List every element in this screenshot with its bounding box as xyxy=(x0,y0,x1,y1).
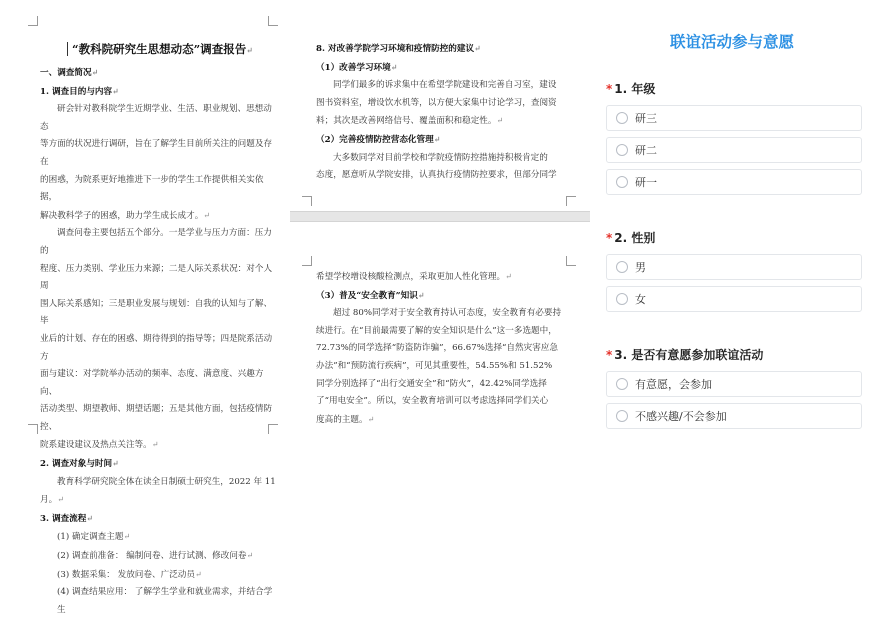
list-item: (2) 调查前准备： 编制问卷、进行试测、修改问卷↵ xyxy=(57,551,254,562)
radio-circle-icon[interactable] xyxy=(616,144,628,156)
paragraph-line: 同学们最多的诉求集中在希望学院建设和完善自习室，建设 xyxy=(333,80,557,91)
paragraph-line: 业后的计划、存在的困惑、期待得到的指导等；四是院系活动方 xyxy=(40,333,273,362)
paragraph-line: 超过 80%同学对于安全教育持认可态度，安全教育有必要持 xyxy=(333,308,562,319)
paragraph-line: 续进行。在“目前最需要了解的安全知识是什么”这一多选题中， xyxy=(316,325,557,336)
paragraph-line: 解决教科学子的困惑，助力学生成长成才。↵ xyxy=(40,210,210,221)
subsection-heading: 2. 调查对象与时间↵ xyxy=(40,458,119,470)
option-label: 有意愿，会参加 xyxy=(635,378,712,391)
radio-circle-icon[interactable] xyxy=(616,176,628,188)
paragraph-line: 态度，愿意听从学院安排，认真执行疫情防控要求，但部分同学 xyxy=(316,170,557,181)
paragraph-line: 调查问卷主要包括五个部分。一是学业与压力方面：压力的 xyxy=(40,228,272,256)
section-heading: 一、调查简况↵ xyxy=(40,67,99,78)
paragraph-line: 度高的主题。↵ xyxy=(316,414,375,425)
crop-mark xyxy=(302,256,312,266)
question-willingness xyxy=(606,346,763,363)
list-item: (3) 数据采集： 发放问卷、广泛动员↵ xyxy=(57,569,202,580)
paragraph-line: 希望学校增设核酸检测点，采取更加人性化管理。↵ xyxy=(316,272,512,282)
crop-mark xyxy=(28,16,38,26)
report-title: “教科院研究生思想动态”调查报告↵ xyxy=(40,38,280,61)
radio-circle-icon[interactable] xyxy=(616,112,628,124)
required-mark: * xyxy=(606,82,613,96)
option-grade-3[interactable] xyxy=(606,105,862,131)
section-heading: 8. 对改善学院学习环境和疫情防控的建议↵ xyxy=(316,43,481,54)
crop-mark xyxy=(566,196,576,206)
required-mark: * xyxy=(606,231,613,245)
option-female[interactable] xyxy=(606,286,862,312)
question-label: 3. 是否有意愿参加联谊活动 xyxy=(614,348,764,362)
paragraph-line: 同学分别选择了“出行交通安全”和“防火”，42.42%同学选择 xyxy=(316,378,547,389)
list-item: (4) 调查结果应用： 了解学生学业和就业需求，并结合学生 xyxy=(57,587,273,615)
paragraph-line: 72.73%的同学选择“防盗防诈骗”，66.67%选择“自然灾害应急 xyxy=(316,343,558,354)
paragraph-line: 办法”和“预防流行疾病”，可见其重要性，54.55%和 51.52% xyxy=(316,360,553,371)
radio-circle-icon[interactable] xyxy=(616,410,628,422)
survey-form xyxy=(592,0,872,441)
subsection-heading: 1. 调查目的与内容↵ xyxy=(40,85,119,97)
option-grade-1[interactable] xyxy=(606,169,862,195)
list-item: (1) 确定调查主题↵ xyxy=(57,532,131,543)
subsection-heading: （3）普及“安全教育”知识↵ xyxy=(316,289,425,301)
crop-mark xyxy=(268,16,278,26)
paragraph-line: 围人际关系感知；三是职业发展与规划：自我的认知与了解、毕 xyxy=(40,298,273,327)
subsection-heading: （2）完善疫情防控营态化管理↵ xyxy=(316,133,441,145)
radio-circle-icon[interactable] xyxy=(616,378,628,390)
subsection-heading: 3. 调查流程↵ xyxy=(40,512,94,524)
option-label: 研一 xyxy=(635,176,657,189)
option-label: 女 xyxy=(635,293,646,306)
question-gender xyxy=(606,229,655,246)
crop-mark xyxy=(566,256,576,266)
option-willing[interactable] xyxy=(606,371,862,397)
crop-mark xyxy=(302,196,312,206)
option-label: 不感兴趣/不会参加 xyxy=(635,410,727,423)
paragraph-line: 的困惑，为院系更好地推进下一步的学生工作提供相关实依据， xyxy=(40,174,264,203)
paragraph-line: 院系建设建议及热点关注等。↵ xyxy=(40,440,159,451)
option-label: 男 xyxy=(635,261,646,274)
option-not-interested[interactable] xyxy=(606,403,862,429)
paragraph-line: 活动类型、期望教师、期望话题；五是其他方面，包括疫情防控、 xyxy=(40,404,273,432)
paragraph-line: 程度、压力类别、学业压力来源；二是人际关系状况：对个人周 xyxy=(40,263,273,292)
option-male[interactable] xyxy=(606,254,862,280)
paragraph-line: 等方面的状况进行调研，旨在了解学生目前所关注的问题及存在 xyxy=(40,139,273,167)
page-separator xyxy=(290,211,590,222)
paragraph-line: 料；其次是改善网络信号、覆盖面积和稳定性。↵ xyxy=(316,116,504,127)
option-grade-2[interactable] xyxy=(606,137,862,163)
question-label: 1. 年级 xyxy=(614,82,656,96)
radio-circle-icon[interactable] xyxy=(616,293,628,305)
question-label: 2. 性别 xyxy=(614,231,656,245)
paragraph-line: 研会针对教科院学生近期学业、生活、职业规划、思想动态 xyxy=(40,104,272,132)
required-mark: * xyxy=(606,348,613,362)
option-label: 研三 xyxy=(635,112,657,125)
paragraph-line: 面与建议：对学院举办活动的频率、态度、满意度、兴趣方向、 xyxy=(40,369,264,397)
paragraph-line: 图书资料室，增设饮水机等，以方便大家集中讨论学习，查阅资 xyxy=(316,97,557,108)
paragraph-line: 了“用电安全”。所以，安全教育培训可以考虑选择同学们关心 xyxy=(316,396,549,407)
crop-mark xyxy=(28,424,38,434)
radio-circle-icon[interactable] xyxy=(616,261,628,273)
paragraph-line: 大多数同学对目前学校和学院疫情防控措施持积极肯定的 xyxy=(333,152,548,163)
form-title: 联谊活动参与意愿 xyxy=(669,33,794,51)
subsection-heading: （1）改善学习环境↵ xyxy=(316,61,398,73)
question-grade xyxy=(606,80,655,97)
option-label: 研二 xyxy=(635,144,657,157)
paragraph-line: 教育科学研究院全体在读全日制硕士研究生，2022 年 11 月。↵ xyxy=(40,476,276,506)
